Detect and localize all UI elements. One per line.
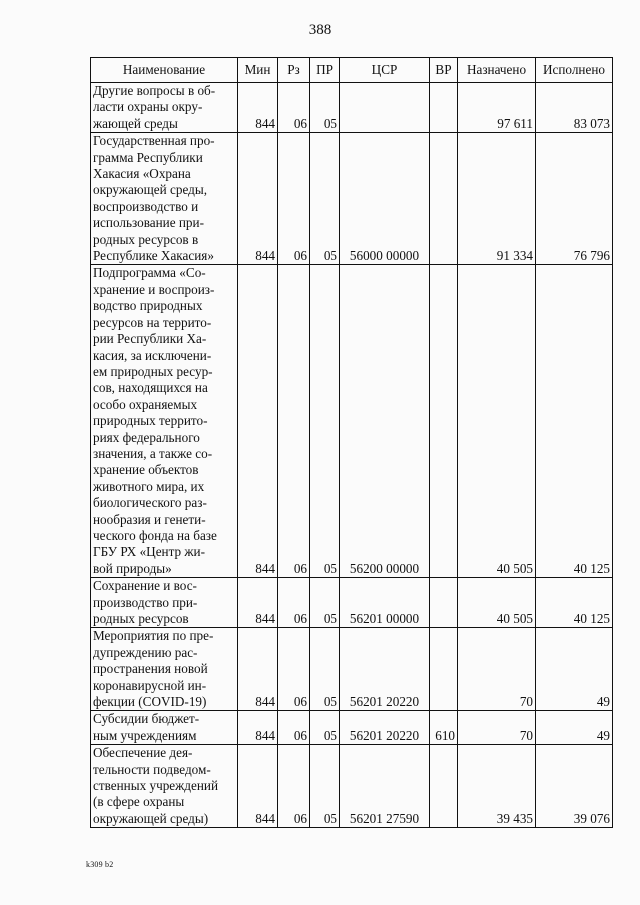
name-line: пространения новой: [93, 661, 208, 677]
cell-executed: 49: [536, 711, 613, 745]
name-line: рии Республики Ха-: [93, 331, 207, 347]
cell-executed: 49: [536, 628, 613, 711]
cell-rz: 06: [278, 265, 310, 578]
table-header-row: [91, 58, 613, 83]
cell-rz: 06: [278, 133, 310, 265]
cell-min: 844: [238, 578, 278, 628]
cell-executed: 40 125: [536, 578, 613, 628]
name-line: родных ресурсов: [93, 611, 189, 626]
name-line: Мероприятия по пре-: [93, 628, 214, 644]
name-line: тельности подведом-: [93, 761, 211, 777]
name-line: ласти охраны окру-: [93, 99, 203, 115]
cell-rz: 06: [278, 628, 310, 711]
name-line: окружающей среды,: [93, 182, 208, 198]
cell-name: [91, 711, 238, 745]
cell-executed: 76 796: [536, 133, 613, 265]
header-csr: ЦСР: [340, 58, 430, 83]
cell-name: [91, 628, 238, 711]
cell-csr: 56201 00000: [340, 578, 430, 628]
name-line: риях федерального: [93, 429, 200, 445]
cell-vr: 610: [430, 711, 458, 745]
name-line: родных ресурсов в: [93, 231, 199, 247]
cell-rz: 06: [278, 745, 310, 828]
name-line: Обеспечение дея-: [93, 745, 193, 761]
cell-name: [91, 83, 238, 133]
cell-min: 844: [238, 133, 278, 265]
name-line: Хакасия «Охрана: [93, 166, 191, 182]
name-line: ГБУ РХ «Центр жи-: [93, 544, 205, 560]
name-line: хранение объектов: [93, 462, 199, 478]
name-line: использование при-: [93, 215, 204, 231]
table-row: [91, 745, 613, 828]
table-row: [91, 265, 613, 578]
cell-csr: 56201 27590: [340, 745, 430, 828]
name-line: (в сфере охраны: [93, 794, 185, 810]
header-min: Мин: [238, 58, 278, 83]
name-line: воспроизводство и: [93, 198, 199, 214]
name-line: коронавирусной ин-: [93, 677, 207, 693]
name-line: Подпрограмма «Со-: [93, 265, 206, 281]
cell-executed: 83 073: [536, 83, 613, 133]
name-line: ственных учреждений: [93, 778, 219, 794]
cell-rz: 06: [278, 711, 310, 745]
cell-pr: 05: [310, 711, 340, 745]
header-name: Наименование: [91, 58, 238, 83]
header-rz: Рз: [278, 58, 310, 83]
name-line: сов, находящихся на: [93, 380, 208, 396]
name-line: окружающей среды): [93, 810, 209, 826]
cell-pr: 05: [310, 745, 340, 828]
name-line: значения, а также со-: [93, 445, 213, 461]
cell-csr: 56201 20220: [340, 711, 430, 745]
cell-assigned: 40 505: [458, 265, 536, 578]
cell-pr: 05: [310, 265, 340, 578]
header-vr: ВР: [430, 58, 458, 83]
cell-min: 844: [238, 83, 278, 133]
name-line: производство при-: [93, 594, 198, 610]
cell-vr: [430, 578, 458, 628]
cell-csr: 56000 00000: [340, 133, 430, 265]
table-row: [91, 711, 613, 745]
name-line: вой природы»: [93, 560, 172, 576]
name-line: ресурсов на террито-: [93, 314, 212, 330]
name-line: фекции (COVID-19): [93, 694, 207, 710]
cell-pr: 05: [310, 628, 340, 711]
cell-min: 844: [238, 265, 278, 578]
cell-vr: [430, 133, 458, 265]
cell-pr: 05: [310, 83, 340, 133]
header-assigned: Назначено: [458, 58, 536, 83]
table-row: [91, 83, 613, 133]
header-pr: ПР: [310, 58, 340, 83]
table-row: [91, 628, 613, 711]
name-line: ным учреждениям: [93, 727, 197, 743]
name-line: Субсидии бюджет-: [93, 711, 200, 727]
cell-min: 844: [238, 745, 278, 828]
name-line: хранение и воспроиз-: [93, 281, 215, 297]
cell-csr: 56200 00000: [340, 265, 430, 578]
table-row: [91, 133, 613, 265]
cell-min: 844: [238, 711, 278, 745]
name-line: природных террито-: [93, 413, 208, 429]
cell-rz: 06: [278, 83, 310, 133]
cell-assigned: 91 334: [458, 133, 536, 265]
page-number: 388: [308, 22, 332, 38]
cell-vr: [430, 745, 458, 828]
name-line: касия, за исключени-: [93, 347, 212, 363]
cell-csr: [340, 83, 430, 133]
cell-min: 844: [238, 628, 278, 711]
name-line: биологического раз-: [93, 495, 207, 511]
cell-name: [91, 745, 238, 828]
name-line: ческого фонда на базе: [93, 527, 217, 543]
name-line: Сохранение и вос-: [93, 578, 197, 594]
name-line: грамма Республики: [93, 149, 203, 165]
name-line: Республике Хакасия»: [93, 248, 214, 264]
cell-assigned: 39 435: [458, 745, 536, 828]
name-line: дупреждению рас-: [93, 644, 198, 660]
cell-rz: 06: [278, 578, 310, 628]
name-line: Государственная про-: [93, 133, 215, 149]
cell-name: [91, 265, 238, 578]
cell-executed: 39 076: [536, 745, 613, 828]
footer-code: k309 b2: [86, 860, 114, 869]
name-line: ем природных ресур-: [93, 363, 213, 379]
cell-assigned: 40 505: [458, 578, 536, 628]
cell-name: [91, 133, 238, 265]
name-line: животного мира, их: [93, 478, 205, 494]
cell-vr: [430, 83, 458, 133]
cell-csr: 56201 20220: [340, 628, 430, 711]
cell-assigned: 97 611: [458, 83, 536, 133]
budget-table: [90, 57, 613, 828]
cell-vr: [430, 265, 458, 578]
cell-assigned: 70: [458, 711, 536, 745]
cell-pr: 05: [310, 578, 340, 628]
table-row: [91, 578, 613, 628]
table-body: [91, 83, 613, 828]
header-executed: Исполнено: [536, 58, 613, 83]
cell-vr: [430, 628, 458, 711]
cell-pr: 05: [310, 133, 340, 265]
name-line: водство природных: [93, 298, 203, 314]
cell-assigned: 70: [458, 628, 536, 711]
name-line: особо охраняемых: [93, 396, 198, 412]
name-line: нообразия и генети-: [93, 511, 206, 527]
cell-name: [91, 578, 238, 628]
cell-executed: 40 125: [536, 265, 613, 578]
name-line: жающей среды: [93, 115, 178, 131]
name-line: Другие вопросы в об-: [93, 83, 216, 98]
